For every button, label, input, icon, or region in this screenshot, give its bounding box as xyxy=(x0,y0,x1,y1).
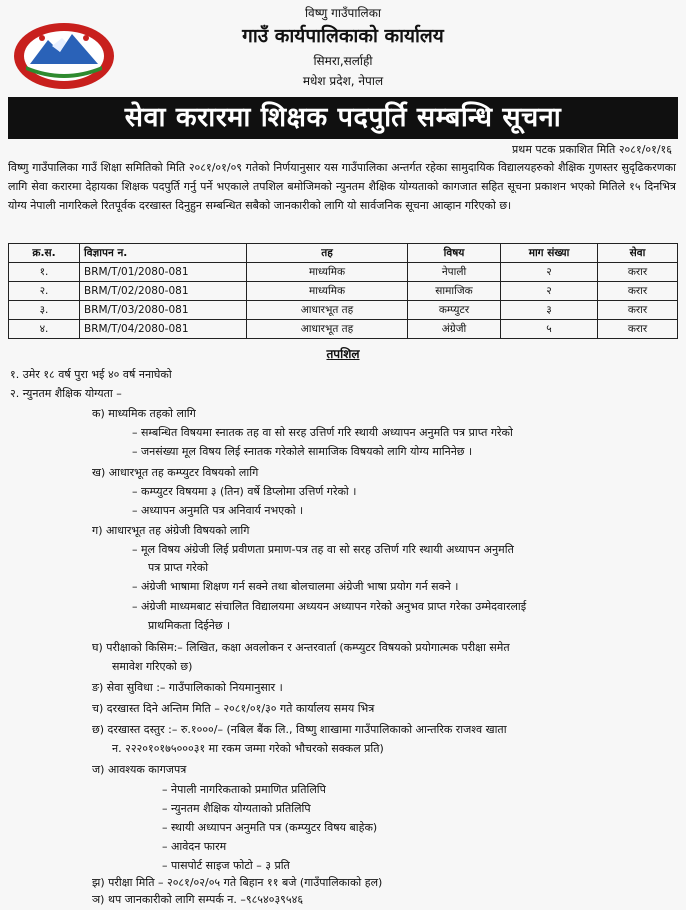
cell-ad-number: BRM/T/04/2080-081 xyxy=(80,320,247,339)
detail-line: – अंग्रेजी माध्यमबाट संचालित विद्यालयमा अध्ययन अध्यापन गरेको अनुभव प्राप्त गरेका उम्मेदवारलाई xyxy=(132,600,527,613)
detail-line: – नेपाली नागरिकताको प्रमाणित प्रतिलिपि xyxy=(162,783,326,796)
detail-line: झ) परीक्षा मिति – २०८१/०२/०५ गते बिहान ११ बजे (गाउँपालिकाको हल) xyxy=(92,876,383,889)
cell-level: आधारभूत तह xyxy=(247,320,408,339)
detail-line: १. उमेर १८ वर्ष पुरा भई ४० वर्ष ननाघेको xyxy=(10,368,172,381)
cell-level: आधारभूत तह xyxy=(247,301,408,320)
header-level: तह xyxy=(247,244,408,263)
header-ad-number: विज्ञापन न. xyxy=(80,244,247,263)
cell-serial: ३. xyxy=(9,301,80,320)
detail-line: समावेश गरिएको छ) xyxy=(112,660,193,673)
cell-serial: २. xyxy=(9,282,80,301)
header-subject: विषय xyxy=(408,244,501,263)
cell-service: करार xyxy=(598,301,678,320)
cell-service: करार xyxy=(598,320,678,339)
vacancy-table xyxy=(8,243,678,339)
header-service: सेवा xyxy=(598,244,678,263)
detail-line: ञ) थप जानकारीको लागि सम्पर्क न. –९८५४०३९५४६ xyxy=(92,893,304,906)
detail-line: न. २२२०१०१७५०००३१ मा रकम जम्मा गरेको भौचरको सक्कल प्रति) xyxy=(112,742,384,755)
cell-subject: नेपाली xyxy=(408,263,501,282)
cell-serial: १. xyxy=(9,263,80,282)
detail-line: ग) आधारभूत तह अंग्रेजी विषयको लागि xyxy=(92,524,250,537)
detail-line: – पासपोर्ट साइज फोटो – ३ प्रति xyxy=(162,859,290,872)
cell-serial: ४. xyxy=(9,320,80,339)
detail-line: – मूल विषय अंग्रेजी लिई प्रवीणता प्रमाण-पत्र तह वा सो सरह उत्तिर्ण गरि स्थायी अध्यापन अनुमति xyxy=(132,543,514,556)
cell-ad-number: BRM/T/01/2080-081 xyxy=(80,263,247,282)
cell-subject: कम्प्युटर xyxy=(408,301,501,320)
table-row xyxy=(9,320,678,339)
detail-line: – कम्प्युटर विषयमा ३ (तिन) वर्षे डिप्लोमा उत्तिर्ण गरेको । xyxy=(132,485,357,498)
office-province: मधेश प्रदेश, नेपाल xyxy=(302,74,384,88)
intro-line: दिनुहुन सम्बन्धित सबैको जानकारीको लागि यो सार्वजनिक सूचना आव्हान गरिएको छ। xyxy=(175,199,512,212)
detail-line: प्राथमिकता दिईनेछ । xyxy=(148,619,231,632)
detail-line: – न्युनतम शैक्षिक योग्यताको प्रतिलिपि xyxy=(162,802,311,815)
detail-line: पत्र प्राप्त गरेको xyxy=(148,561,209,574)
cell-level: माध्यमिक xyxy=(247,263,408,282)
header-demand-count: माग संख्या xyxy=(501,244,598,263)
table-row xyxy=(9,282,678,301)
detail-line: क) माध्यमिक तहको लागि xyxy=(92,407,196,420)
cell-demand-count: २ xyxy=(501,282,598,301)
cell-service: करार xyxy=(598,263,678,282)
detail-line: – सम्बन्धित विषयमा स्नातक तह वा सो सरह उत्तिर्ण गरि स्थायी अध्यापन अनुमति पत्र प्राप्त गरेको xyxy=(132,426,513,439)
detail-line: घ) परीक्षाको किसिम:– लिखित, कक्षा अवलोकन र अन्तरवार्ता (कम्प्युटर विषयको प्रयोगात्मक परीक्षा समेत xyxy=(92,641,510,654)
detail-line: ख) आधारभूत तह कम्प्युटर विषयको लागि xyxy=(92,466,259,479)
detail-line: ज) आवश्यक कागजपत्र xyxy=(92,763,187,776)
cell-demand-count: ३ xyxy=(501,301,598,320)
detail-line: २. न्युनतम शैक्षिक योग्यता – xyxy=(10,387,122,400)
header-serial: क्र.स. xyxy=(9,244,80,263)
detail-line: च) दरखास्त दिने अन्तिम मिति – २०८१/०१/३० गते कार्यालय समय भित्र xyxy=(92,702,375,715)
intro-line: विष्णु गाउँपालिका गाउँ शिक्षा समितिको मिति २०८१/०१/०९ गतेको निर्णयानुसार यस गाउँपालिका अन्तर्गत रहेका सामुदायिक xyxy=(8,161,495,174)
notice-title-banner: सेवा करारमा शिक्षक पदपुर्ति सम्बन्धि सूचना xyxy=(8,97,678,139)
publish-date: प्रथम पटक प्रकाशित मिति २०८१/०१/१६ xyxy=(512,143,672,156)
cell-demand-count: ५ xyxy=(501,320,598,339)
intro-paragraph xyxy=(8,158,676,215)
cell-level: माध्यमिक xyxy=(247,282,408,301)
detail-line: – आवेदन फारम xyxy=(162,840,227,853)
detail-line: ङ) सेवा सुविधा :– गाउँपालिकाको नियमानुसार । xyxy=(92,681,283,694)
office-place: सिमरा,सर्लाही xyxy=(313,54,373,68)
cell-subject: अंग्रेजी xyxy=(408,320,501,339)
cell-subject: सामाजिक xyxy=(408,282,501,301)
detail-line: – स्थायी अध्यापन अनुमति पत्र (कम्प्युटर विषय बाहेक) xyxy=(162,821,378,834)
municipality-name: विष्णु गाउँपालिका xyxy=(304,6,382,20)
intro-line: न्युनतम शैक्षिक योग्यताको कागजात सहित सूचना प्रकाशन भएको मितिले १५ दिनभित्र योग्य नेपाली नागरिकले रितपूर्वक दरखास्त xyxy=(8,180,677,212)
detail-line: – जनसंख्या मूल विषय लिई स्नातक गरेकोले सामाजिक विषयको लागि योग्य मानिनेछ । xyxy=(132,445,473,458)
office-name: गाउँ कार्यपालिकाको कार्यालय xyxy=(242,25,444,47)
cell-ad-number: BRM/T/02/2080-081 xyxy=(80,282,247,301)
detail-line: छ) दरखास्त दस्तुर :– रु.१०००/– (नबिल बैंक लि., विष्णु शाखामा गाउँपालिकाको आन्तरिक राजश्व खाता xyxy=(92,723,507,736)
cell-demand-count: २ xyxy=(501,263,598,282)
details-section-title: तपशिल xyxy=(326,347,360,361)
detail-line: – अध्यापन अनुमति पत्र अनिवार्य नभएको । xyxy=(132,504,304,517)
cell-service: करार xyxy=(598,282,678,301)
table-row xyxy=(9,263,678,282)
table-row xyxy=(9,301,678,320)
intro-line: विद्यालयहरुको शैक्षिक गुणस्तर सुदृढिकरणका लागि सेवा करारमा देहायका शिक्षक पदपुर्ति गर्नु पर्ने भएकाले तपशिल बमोजिमको xyxy=(8,161,676,193)
detail-line: – अंग्रेजी भाषामा शिक्षण गर्न सक्ने तथा बोलचालमा अंग्रेजी भाषा प्रयोग गर्न सक्ने । xyxy=(132,580,459,593)
cell-ad-number: BRM/T/03/2080-081 xyxy=(80,301,247,320)
table-header-row xyxy=(9,244,678,263)
